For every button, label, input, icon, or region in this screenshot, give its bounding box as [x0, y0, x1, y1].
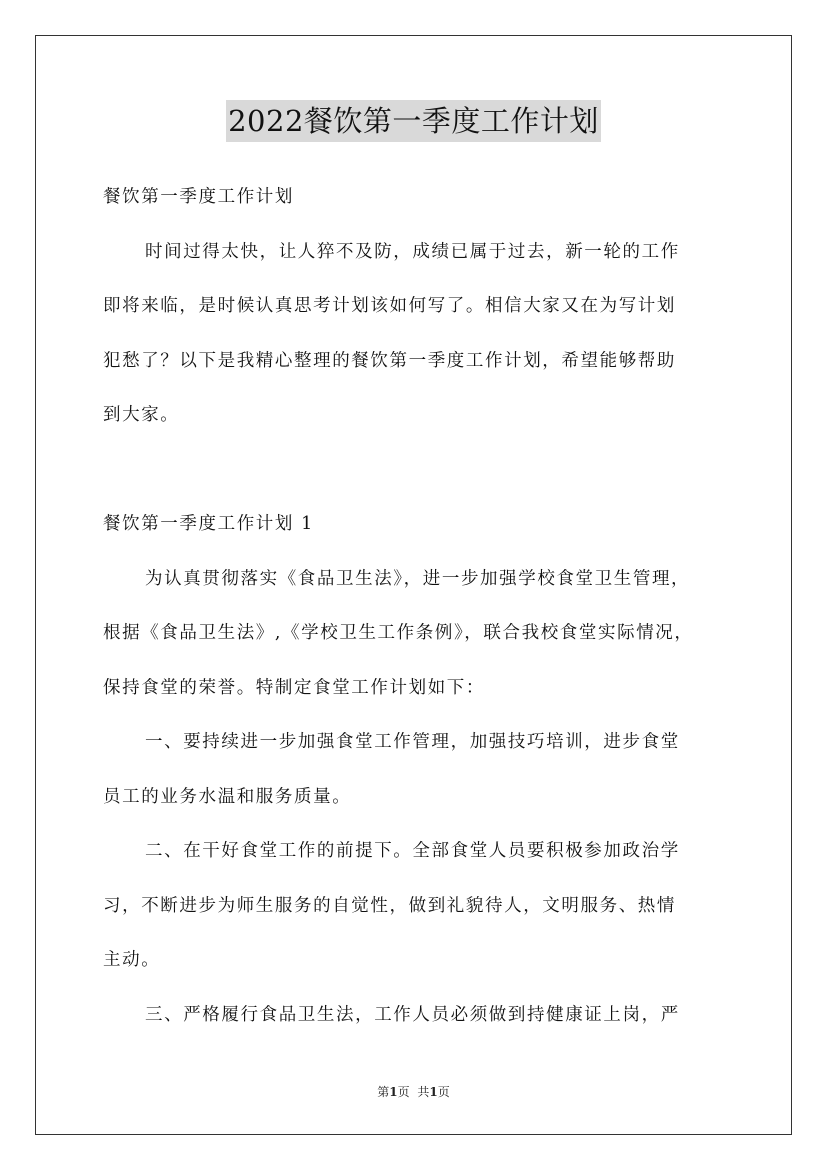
body-line: 餐饮第一季度工作计划	[103, 187, 294, 207]
title-container	[0, 100, 827, 142]
page-prefix: 第	[377, 1085, 390, 1099]
body-line: 即将来临，是时候认真思考计划该如何写了。相信大家又在为写计划	[103, 296, 676, 316]
body-line: 到大家。	[103, 405, 180, 425]
body-line: 保持食堂的荣誉。特制定食堂工作计划如下：	[103, 677, 485, 698]
body-line: 一、要持续进一步加强食堂工作管理，加强技巧培训，进步食堂	[145, 732, 680, 752]
page-number: 1	[389, 1085, 398, 1099]
document-body	[103, 170, 725, 1042]
total-suffix: 页	[437, 1085, 450, 1099]
body-line: 主动。	[103, 950, 161, 970]
body-line: 习，不断进步为师生服务的自觉性，做到礼貌待人，文明服务、热情	[103, 895, 676, 916]
total-prefix: 共	[417, 1085, 430, 1099]
body-line: 为认真贯彻落实《食品卫生法》，进一步加强学校食堂卫生管理，	[145, 568, 691, 589]
page-footer	[0, 1083, 827, 1100]
page-suffix: 页	[397, 1085, 410, 1099]
body-line: 员工的业务水温和服务质量。	[103, 786, 352, 807]
document-title: 2022餐饮第一季度工作计划	[226, 100, 601, 142]
total-pages: 1	[429, 1085, 438, 1099]
body-line: 犯愁了？以下是我精心整理的餐饮第一季度工作计划，希望能够帮助	[103, 350, 676, 371]
body-line: 三、严格履行食品卫生法，工作人员必须做到持健康证上岗，严	[145, 1004, 680, 1025]
body-line: 二、在干好食堂工作的前提下。全部食堂人员要积极参加政治学	[145, 841, 680, 861]
body-line: 根据《食品卫生法》,《学校卫生工作条例》，联合我校食堂实际情况，	[103, 623, 694, 643]
body-line: 餐饮第一季度工作计划 1	[103, 514, 314, 534]
body-line: 时间过得太快，让人猝不及防，成绩已属于过去，新一轮的工作	[145, 241, 680, 262]
blank-line	[103, 443, 725, 498]
